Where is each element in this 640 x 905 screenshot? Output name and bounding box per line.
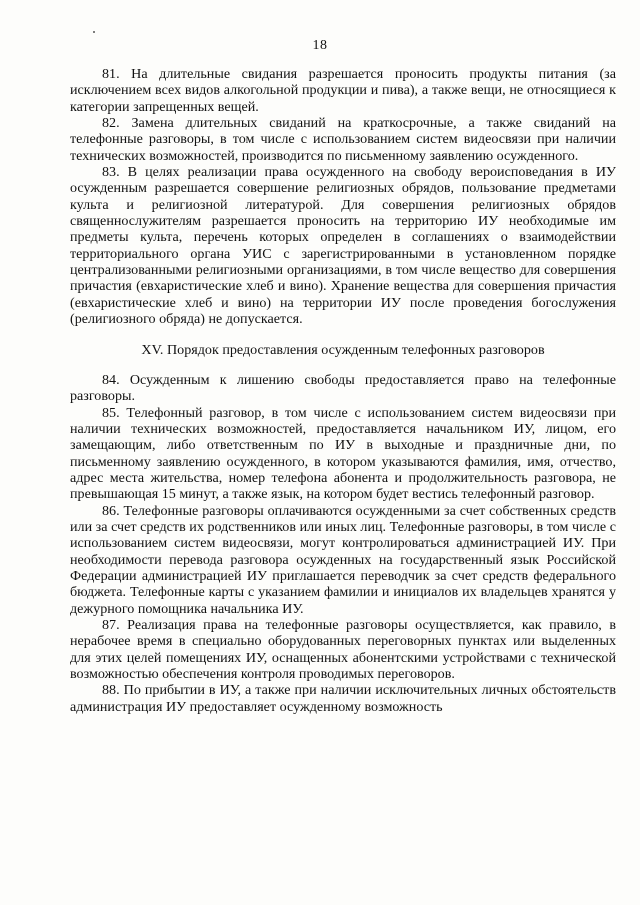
document-body [70, 66, 616, 715]
paragraph-83: 83. В целях реализации права осужденного на свободу вероисповедания в ИУ осужденным разрешается совершение религиозных обрядов, пользование предметами культа и религиозной литературой. Для совершения религиозных обрядов священнослужителям разрешается проносить на территорию ИУ необходимые им предметы культа, перечень которых определен в соглашениях о взаимодействии территориального органа УИС с зарегистрированными в установленном порядке централизованными религиозными организациями, в том числе вещество для совершения причастия (евхаристические хлеб и вино). Хранение вещества для совершения причастия (евхаристические хлеб и вино) на территории ИУ после проведения богослужения (религиозного обряда) не допускается. [70, 164, 616, 328]
scan-speck [93, 31, 95, 33]
section-heading: XV. Порядок предоставления осужденным телефонных разговоров [141, 341, 545, 358]
page-number: 18 [312, 38, 328, 53]
paragraph-84: 84. Осужденным к лишению свободы предоставляется право на телефонные разговоры. [70, 371, 616, 405]
paragraph-87: 87. Реализация права на телефонные разговоры осуществляется, как правило, в нерабочее время в специально оборудованных переговорных пунктах или выделенных для этих целей помещениях ИУ, оснащенных абонентскими устройствами с технической возможностью обеспечения контроля проводимых переговоров. [70, 617, 616, 683]
paragraph-85: 85. Телефонный разговор, в том числе с использованием систем видеосвязи при наличии технических возможностей, предоставляется начальником ИУ, лицом, его замещающим, либо ответственным по ИУ в выходные и праздничные дни, по письменному заявлению осужденного, в котором указываются фамилия, имя, отчество, адрес места жительства, номер телефона абонента и продолжительность разговора, не превышающая 15 минут, а также язык, на котором будет вестись телефонный разговор. [70, 404, 616, 503]
paragraph-88: 88. По прибытии в ИУ, а также при наличии исключительных личных обстоятельств администрация ИУ предоставляет осужденному возможность [70, 682, 616, 715]
paragraph-86: 86. Телефонные разговоры оплачиваются осужденными за счет собственных средств или за счет средств их родственников или иных лиц. Телефонные разговоры, в том числе с использованием систем видеосвязи, могут контролироваться администрацией ИУ. При необходимости перевода разговора осужденных на государственный язык Российской Федерации администрацией ИУ приглашается переводчик за счет средств федерального бюджета. Телефонные карты с указанием фамилии и инициалов их владельцев хранятся у дежурного помощника начальника ИУ. [70, 502, 616, 617]
paragraph-81: 81. На длительные свидания разрешается проносить продукты питания (за исключением всех видов алкогольной продукции и пива), а также вещи, не относящиеся к категории запрещенных вещей. [70, 66, 616, 115]
paragraph-82: 82. Замена длительных свиданий на краткосрочные, а также свиданий на телефонные разговоры, в том числе с использованием систем видеосвязи при наличии технических возможностей, производится по письменному заявлению осужденного. [70, 115, 616, 164]
